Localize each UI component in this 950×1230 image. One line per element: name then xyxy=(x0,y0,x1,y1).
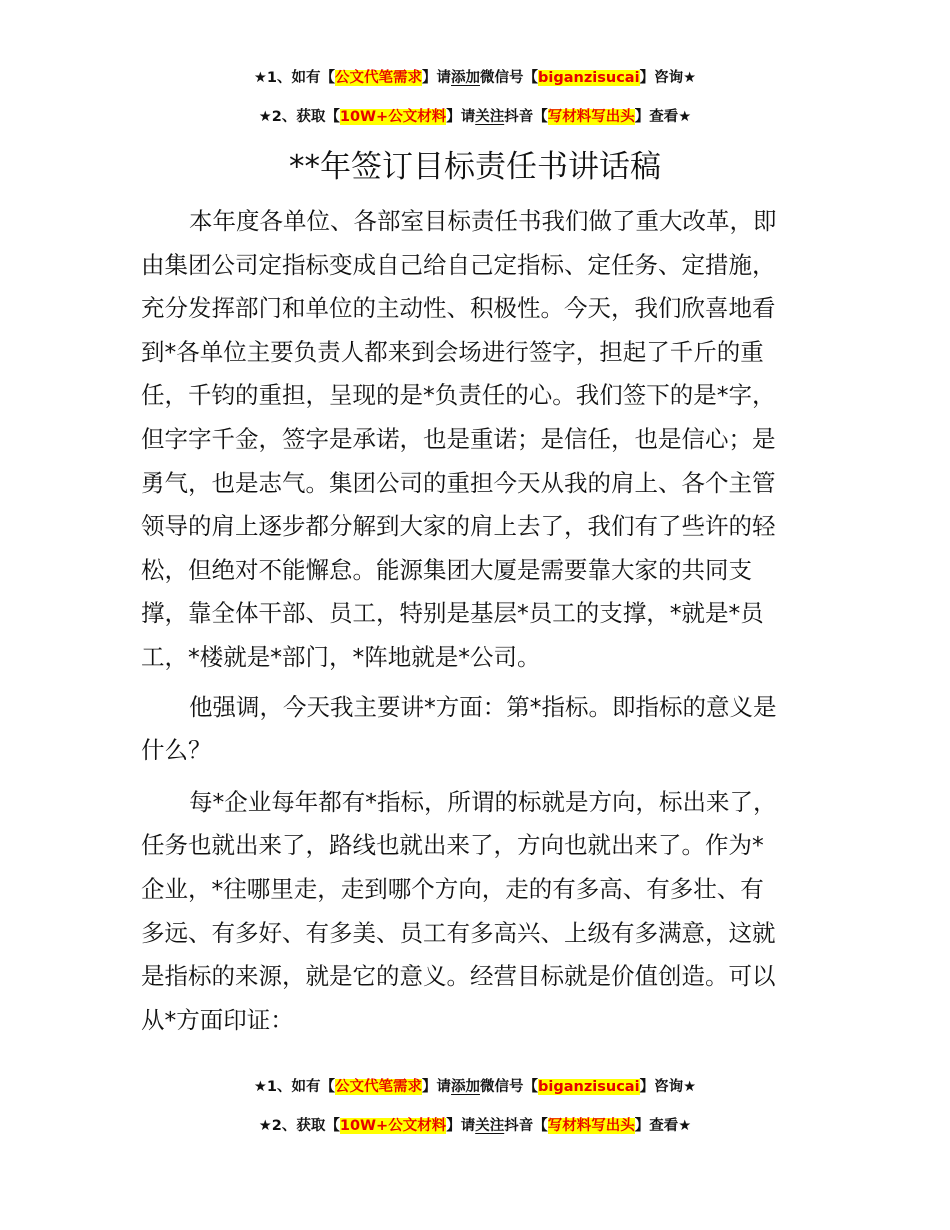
footer-promo-line-2 xyxy=(0,1116,950,1136)
text-line: 工，*楼就是*部门，*阵地就是*公司。 xyxy=(141,642,541,671)
text-line: 什么？ xyxy=(141,736,212,765)
text-line: 但字字千金，签字是承诺，也是重诺；是信任，也是信心；是 xyxy=(141,424,776,453)
promo-text: 】请 xyxy=(446,109,476,125)
promo-wechat-id: biganzisucai xyxy=(538,1079,640,1095)
promo-text: 抖音【 xyxy=(504,109,548,125)
promo-highlight: 10W+公文材料 xyxy=(339,1118,447,1134)
document-title: **年签订目标责任书讲话稿 xyxy=(289,149,661,185)
text-line: 任，千钧的重担，呈现的是*负责任的心。我们签下的是*字， xyxy=(141,381,776,410)
promo-prefix: ★1、如有【 xyxy=(253,1079,336,1095)
promo-highlight: 公文代笔需求 xyxy=(335,1079,423,1095)
promo-suffix: 】咨询★ xyxy=(639,1079,697,1095)
promo-wechat-id: biganzisucai xyxy=(538,70,640,86)
promo-underlined-text: 关注 xyxy=(475,109,505,125)
promo-prefix: ★2、获取【 xyxy=(258,109,340,125)
promo-suffix: 】咨询★ xyxy=(639,70,697,86)
text-line: 从*方面印证： xyxy=(141,1005,294,1034)
header-promo-line-1 xyxy=(0,68,950,88)
promo-suffix: 】查看★ xyxy=(634,109,692,125)
header-promo-line-2 xyxy=(0,107,950,127)
promo-highlight: 公文代笔需求 xyxy=(335,70,423,86)
promo-text: 】请 xyxy=(422,1079,452,1095)
body-paragraph-2 xyxy=(141,686,813,773)
text-line: 勇气，也是志气。集团公司的重担今天从我的肩上、各个主管 xyxy=(141,468,776,497)
text-line: 企业，*往哪里走，走到哪个方向，走的有多高、有多壮、有 xyxy=(141,874,764,903)
promo-douyin-id: 写材料写出头 xyxy=(547,109,635,125)
footer-promo-line-1 xyxy=(0,1077,950,1097)
text-line: 是指标的来源，就是它的意义。经营目标就是价值创造。可以 xyxy=(141,962,776,991)
promo-highlight: 10W+公文材料 xyxy=(339,109,447,125)
promo-prefix: ★2、获取【 xyxy=(258,1118,340,1134)
promo-underlined-text: 添加 xyxy=(451,1079,481,1095)
promo-suffix: 】查看★ xyxy=(634,1118,692,1134)
text-line: 由集团公司定指标变成自己给自己定指标、定任务、定措施， xyxy=(141,250,776,279)
body-paragraph-1 xyxy=(141,200,813,680)
promo-text: 微信号【 xyxy=(480,70,539,86)
text-line: 每*企业每年都有*指标，所谓的标就是方向，标出来了， xyxy=(189,787,777,816)
promo-text: 微信号【 xyxy=(480,1079,539,1095)
text-line: 领导的肩上逐步都分解到大家的肩上去了，我们有了些许的轻 xyxy=(141,512,776,541)
body-paragraph-3 xyxy=(141,781,813,1043)
promo-text: 】请 xyxy=(422,70,452,86)
text-line: 他强调，今天我主要讲*方面：第*指标。即指标的意义是 xyxy=(189,692,777,721)
text-line: 充分发挥部门和单位的主动性、积极性。今天，我们欣喜地看 xyxy=(141,294,776,323)
promo-douyin-id: 写材料写出头 xyxy=(547,1118,635,1134)
promo-prefix: ★1、如有【 xyxy=(253,70,336,86)
text-line: 松，但绝对不能懈怠。能源集团大厦是需要靠大家的共同支 xyxy=(141,555,752,584)
promo-underlined-text: 关注 xyxy=(475,1118,505,1134)
promo-text: 抖音【 xyxy=(504,1118,548,1134)
text-line: 到*各单位主要负责人都来到会场进行签字，担起了千斤的重 xyxy=(141,337,764,366)
document-body xyxy=(141,200,813,1042)
text-line: 任务也就出来了，路线也就出来了，方向也就出来了。作为* xyxy=(141,831,764,860)
promo-underlined-text: 添加 xyxy=(451,70,481,86)
text-line: 多远、有多好、有多美、员工有多高兴、上级有多满意，这就 xyxy=(141,918,776,947)
promo-text: 】请 xyxy=(446,1118,476,1134)
text-line: 本年度各单位、各部室目标责任书我们做了重大改革，即 xyxy=(189,207,777,235)
text-line: 撑，靠全体干部、员工，特别是基层*员工的支撑，*就是*员 xyxy=(141,599,764,628)
